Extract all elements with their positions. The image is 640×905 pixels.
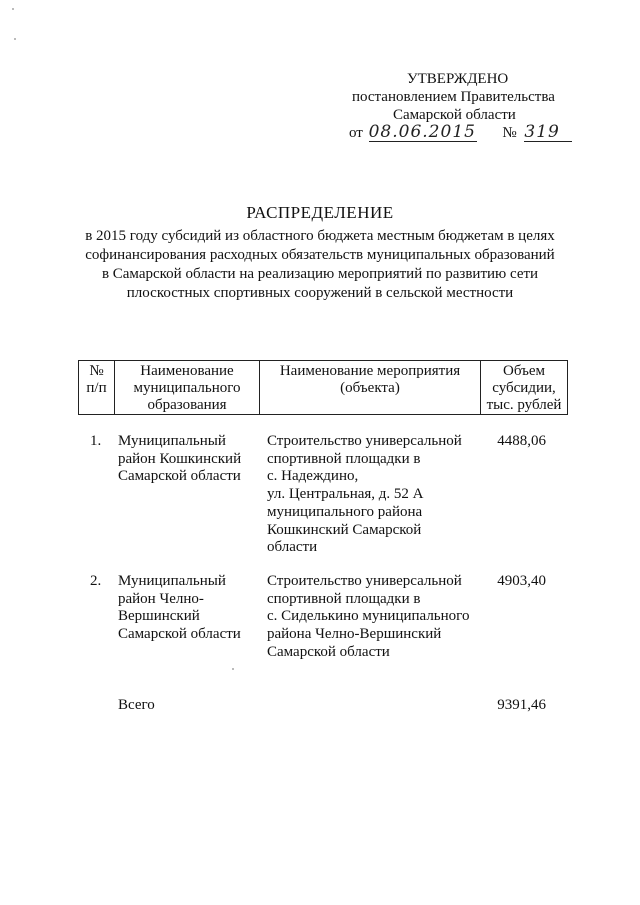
- row-num: 2.: [90, 573, 102, 589]
- table-header: [78, 360, 568, 415]
- header-num: [79, 361, 115, 415]
- total-label: Всего: [118, 697, 155, 713]
- cell-line: спортивной площадки в: [267, 590, 421, 607]
- header-text: образования: [147, 397, 227, 413]
- header-text: Объем: [503, 363, 545, 379]
- header-text: п/п: [86, 380, 107, 396]
- total-value: 9391,46: [497, 697, 546, 713]
- row-num: 1.: [90, 433, 102, 449]
- header-text: №: [89, 363, 104, 379]
- date-prefix: от: [349, 125, 363, 141]
- cell-line: спортивной площадки в: [267, 450, 421, 467]
- approval-region: Самарской области: [393, 107, 516, 123]
- header-text: (объекта): [340, 380, 400, 396]
- document-subtitle: [0, 227, 640, 303]
- cell-line: Самарской области: [267, 643, 390, 660]
- handwritten-date: 08.06.2015: [368, 122, 476, 142]
- header-object: [260, 361, 481, 415]
- cell-line: Муниципальный: [118, 573, 226, 589]
- cell-line: Строительство универсальной: [267, 573, 462, 589]
- scan-speck: [14, 38, 16, 40]
- cell-line: Муниципальный: [118, 433, 226, 449]
- header-text: Наименование мероприятия: [279, 363, 461, 379]
- number-prefix: №: [502, 125, 517, 141]
- row-municipality: [118, 433, 268, 486]
- cell-line: Вершинский: [118, 608, 200, 625]
- cell-line: Строительство универсальной: [267, 433, 462, 449]
- cell-line: района Челно-Вершинский: [267, 626, 442, 643]
- subtitle-line: в Самарской области на реализацию мероприятий по развитию сети: [101, 266, 539, 282]
- cell-line: Кошкинский Самарской: [267, 521, 422, 538]
- document-title: РАСПРЕДЕЛЕНИЕ: [246, 203, 394, 222]
- header-text: муниципального: [133, 380, 241, 396]
- approval-heading: УТВЕРЖДЕНО: [407, 71, 509, 87]
- row-amount: 4488,06: [497, 433, 546, 449]
- cell-line: муниципального района: [267, 503, 423, 520]
- subtitle-line: плоскостных спортивных сооружений в сельской местности: [126, 285, 514, 301]
- scan-speck: [12, 8, 14, 10]
- header-amount: [481, 361, 568, 415]
- handwritten-number: 319: [524, 123, 572, 142]
- cell-line: ул. Центральная, д. 52 А: [267, 486, 424, 503]
- cell-line: район Челно-: [118, 590, 204, 607]
- header-text: Наименование: [140, 363, 234, 379]
- approval-date-line: [349, 123, 572, 142]
- row-municipality: [118, 573, 268, 644]
- subtitle-line: в 2015 году субсидий из областного бюджета местным бюджетам в целях: [85, 228, 555, 244]
- subtitle-line: софинансирования расходных обязательств муниципальных образований: [85, 247, 555, 263]
- cell-line: Самарской области: [118, 626, 241, 643]
- approval-authority: постановлением Правительства: [352, 89, 555, 105]
- cell-line: Самарской области: [118, 468, 241, 485]
- scan-speck: [232, 668, 234, 670]
- approval-block: [352, 70, 570, 124]
- row-object: [267, 573, 492, 662]
- cell-line: с. Надеждино,: [267, 468, 359, 485]
- cell-line: район Кошкинский: [118, 450, 242, 467]
- header-text: субсидии,: [492, 380, 556, 396]
- cell-line: области: [267, 539, 318, 556]
- header-text: тыс. рублей: [486, 397, 562, 413]
- header-municipality: [115, 361, 260, 415]
- row-amount: 4903,40: [497, 573, 546, 589]
- row-object: [267, 433, 487, 557]
- cell-line: с. Сиделькино муниципального: [267, 608, 470, 625]
